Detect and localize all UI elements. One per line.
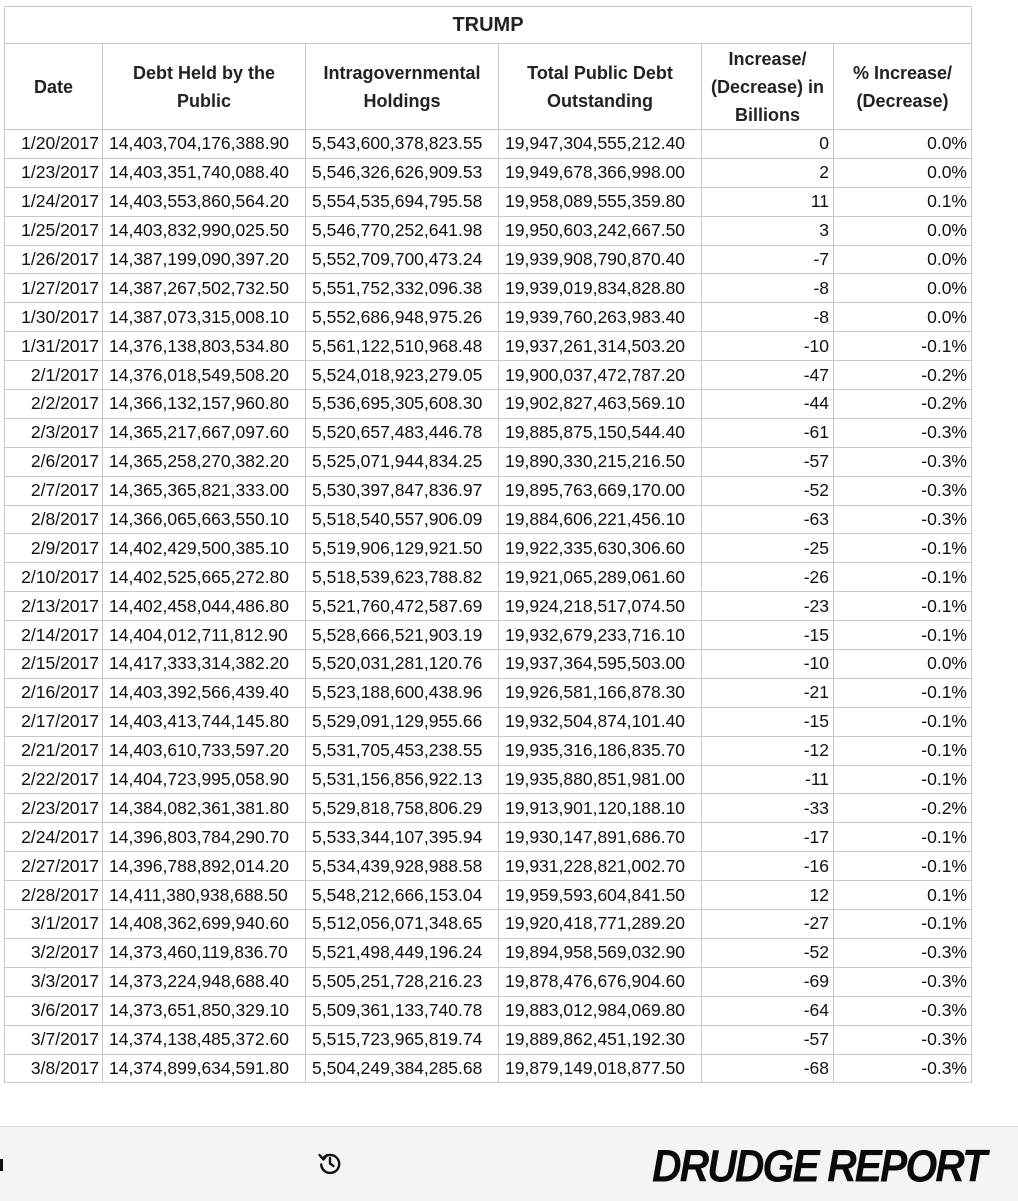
- increase-cell: 11: [702, 187, 834, 216]
- percent-cell: -0.1%: [834, 332, 972, 361]
- column-header-intragovernmental-holdings: Intragovernmental Holdings: [306, 44, 499, 130]
- intragov-cell: 5,528,666,521,903.19: [306, 621, 499, 650]
- total-debt-cell: 19,920,418,771,289.20: [499, 910, 702, 939]
- column-header-percent-increase: % Increase/ (Decrease): [834, 44, 972, 130]
- intragov-cell: 5,561,122,510,968.48: [306, 332, 499, 361]
- total-debt-cell: 19,939,908,790,870.40: [499, 245, 702, 274]
- increase-cell: -52: [702, 476, 834, 505]
- increase-cell: -23: [702, 592, 834, 621]
- percent-cell: 0.0%: [834, 130, 972, 159]
- increase-cell: -44: [702, 390, 834, 419]
- total-debt-cell: 19,885,875,150,544.40: [499, 418, 702, 447]
- drudge-report-logo[interactable]: DRUDGE REPORT: [652, 1141, 986, 1192]
- debt-public-cell: 14,387,199,090,397.20: [103, 245, 306, 274]
- intragov-cell: 5,552,709,700,473.24: [306, 245, 499, 274]
- total-debt-cell: 19,937,261,314,503.20: [499, 332, 702, 361]
- percent-cell: -0.3%: [834, 996, 972, 1025]
- percent-cell: -0.2%: [834, 794, 972, 823]
- debt-public-cell: 14,403,392,566,439.40: [103, 678, 306, 707]
- table-row: [5, 563, 972, 592]
- percent-cell: -0.1%: [834, 534, 972, 563]
- total-debt-cell: 19,900,037,472,787.20: [499, 361, 702, 390]
- percent-cell: -0.1%: [834, 852, 972, 881]
- total-debt-cell: 19,950,603,242,667.50: [499, 216, 702, 245]
- table-row: [5, 303, 972, 332]
- debt-public-cell: 14,404,012,711,812.90: [103, 621, 306, 650]
- total-debt-cell: 19,890,330,215,216.50: [499, 447, 702, 476]
- increase-cell: -63: [702, 505, 834, 534]
- debt-public-cell: 14,411,380,938,688.50: [103, 881, 306, 910]
- date-cell: 2/7/2017: [5, 476, 103, 505]
- date-cell: 2/17/2017: [5, 707, 103, 736]
- increase-cell: -8: [702, 274, 834, 303]
- intragov-cell: 5,523,188,600,438.96: [306, 678, 499, 707]
- total-debt-cell: 19,930,147,891,686.70: [499, 823, 702, 852]
- date-cell: 2/2/2017: [5, 390, 103, 419]
- column-header-date: Date: [5, 44, 103, 130]
- table-row: [5, 881, 972, 910]
- debt-public-cell: 14,365,365,821,333.00: [103, 476, 306, 505]
- debt-public-cell: 14,403,610,733,597.20: [103, 736, 306, 765]
- increase-cell: -27: [702, 910, 834, 939]
- increase-cell: -15: [702, 621, 834, 650]
- increase-cell: -7: [702, 245, 834, 274]
- intragov-cell: 5,554,535,694,795.58: [306, 187, 499, 216]
- intragov-cell: 5,531,705,453,238.55: [306, 736, 499, 765]
- increase-cell: -16: [702, 852, 834, 881]
- debt-public-cell: 14,403,351,740,088.40: [103, 158, 306, 187]
- table-row: [5, 794, 972, 823]
- intragov-cell: 5,525,071,944,834.25: [306, 447, 499, 476]
- table-row: [5, 332, 972, 361]
- percent-cell: -0.3%: [834, 476, 972, 505]
- column-header-debt-held-by-public: Debt Held by the Public: [103, 44, 306, 130]
- table-row: [5, 592, 972, 621]
- date-cell: 2/16/2017: [5, 678, 103, 707]
- intragov-cell: 5,551,752,332,096.38: [306, 274, 499, 303]
- total-debt-cell: 19,895,763,669,170.00: [499, 476, 702, 505]
- total-debt-cell: 19,902,827,463,569.10: [499, 390, 702, 419]
- increase-cell: 3: [702, 216, 834, 245]
- date-cell: 1/25/2017: [5, 216, 103, 245]
- total-debt-cell: 19,947,304,555,212.40: [499, 130, 702, 159]
- date-cell: 2/23/2017: [5, 794, 103, 823]
- total-debt-cell: 19,921,065,289,061.60: [499, 563, 702, 592]
- table-row: [5, 650, 972, 679]
- date-cell: 3/2/2017: [5, 938, 103, 967]
- percent-cell: -0.1%: [834, 621, 972, 650]
- table-row: [5, 274, 972, 303]
- date-cell: 1/27/2017: [5, 274, 103, 303]
- intragov-cell: 5,530,397,847,836.97: [306, 476, 499, 505]
- intragov-cell: 5,543,600,378,823.55: [306, 130, 499, 159]
- increase-cell: -64: [702, 996, 834, 1025]
- column-header-total-public-debt: Total Public Debt Outstanding: [499, 44, 702, 130]
- table-row: [5, 736, 972, 765]
- increase-cell: -57: [702, 1025, 834, 1054]
- increase-cell: -69: [702, 967, 834, 996]
- increase-cell: -25: [702, 534, 834, 563]
- total-debt-cell: 19,879,149,018,877.50: [499, 1054, 702, 1083]
- table-row: [5, 216, 972, 245]
- table-row: [5, 245, 972, 274]
- percent-cell: 0.0%: [834, 274, 972, 303]
- intragov-cell: 5,515,723,965,819.74: [306, 1025, 499, 1054]
- total-debt-cell: 19,889,862,451,192.30: [499, 1025, 702, 1054]
- percent-cell: -0.2%: [834, 390, 972, 419]
- debt-public-cell: 14,374,899,634,591.80: [103, 1054, 306, 1083]
- table-row: [5, 418, 972, 447]
- table-row: [5, 505, 972, 534]
- intragov-cell: 5,509,361,133,740.78: [306, 996, 499, 1025]
- table-title: TRUMP: [5, 7, 972, 44]
- percent-cell: -0.3%: [834, 418, 972, 447]
- date-cell: 2/24/2017: [5, 823, 103, 852]
- intragov-cell: 5,533,344,107,395.94: [306, 823, 499, 852]
- increase-cell: -33: [702, 794, 834, 823]
- intragov-cell: 5,521,760,472,587.69: [306, 592, 499, 621]
- percent-cell: -0.1%: [834, 707, 972, 736]
- debt-public-cell: 14,403,832,990,025.50: [103, 216, 306, 245]
- total-debt-cell: 19,931,228,821,002.70: [499, 852, 702, 881]
- intragov-cell: 5,524,018,923,279.05: [306, 361, 499, 390]
- percent-cell: 0.0%: [834, 158, 972, 187]
- debt-public-cell: 14,403,704,176,388.90: [103, 130, 306, 159]
- total-debt-cell: 19,958,089,555,359.80: [499, 187, 702, 216]
- total-debt-cell: 19,932,679,233,716.10: [499, 621, 702, 650]
- table-row: [5, 534, 972, 563]
- date-cell: 2/13/2017: [5, 592, 103, 621]
- percent-cell: -0.3%: [834, 938, 972, 967]
- date-cell: 2/14/2017: [5, 621, 103, 650]
- date-cell: 2/1/2017: [5, 361, 103, 390]
- debt-public-cell: 14,376,138,803,534.80: [103, 332, 306, 361]
- table-row: [5, 390, 972, 419]
- percent-cell: -0.3%: [834, 1054, 972, 1083]
- increase-cell: -68: [702, 1054, 834, 1083]
- date-cell: 1/24/2017: [5, 187, 103, 216]
- date-cell: 3/1/2017: [5, 910, 103, 939]
- total-debt-cell: 19,883,012,984,069.80: [499, 996, 702, 1025]
- increase-cell: 0: [702, 130, 834, 159]
- increase-cell: -26: [702, 563, 834, 592]
- debt-public-cell: 14,402,458,044,486.80: [103, 592, 306, 621]
- total-debt-cell: 19,878,476,676,904.60: [499, 967, 702, 996]
- debt-public-cell: 14,408,362,699,940.60: [103, 910, 306, 939]
- increase-cell: 12: [702, 881, 834, 910]
- total-debt-cell: 19,932,504,874,101.40: [499, 707, 702, 736]
- table-row: [5, 621, 972, 650]
- date-cell: 1/31/2017: [5, 332, 103, 361]
- debt-public-cell: 14,366,065,663,550.10: [103, 505, 306, 534]
- date-cell: 2/3/2017: [5, 418, 103, 447]
- total-debt-cell: 19,949,678,366,998.00: [499, 158, 702, 187]
- total-debt-cell: 19,894,958,569,032.90: [499, 938, 702, 967]
- increase-cell: -12: [702, 736, 834, 765]
- table-row: [5, 765, 972, 794]
- refresh-icon: [316, 1149, 344, 1182]
- date-cell: 2/6/2017: [5, 447, 103, 476]
- increase-cell: -61: [702, 418, 834, 447]
- percent-cell: -0.3%: [834, 505, 972, 534]
- table-row: [5, 852, 972, 881]
- debt-table: [4, 6, 972, 1083]
- column-header-increase-billions: Increase/ (Decrease) in Billions: [702, 44, 834, 130]
- percent-cell: 0.1%: [834, 187, 972, 216]
- debt-public-cell: 14,403,413,744,145.80: [103, 707, 306, 736]
- date-cell: 3/3/2017: [5, 967, 103, 996]
- table-row: [5, 476, 972, 505]
- total-debt-cell: 19,913,901,120,188.10: [499, 794, 702, 823]
- percent-cell: -0.1%: [834, 736, 972, 765]
- total-debt-cell: 19,935,880,851,981.00: [499, 765, 702, 794]
- intragov-cell: 5,519,906,129,921.50: [306, 534, 499, 563]
- bottom-toolbar: [0, 1126, 1018, 1201]
- percent-cell: 0.0%: [834, 650, 972, 679]
- table-row: [5, 823, 972, 852]
- debt-public-cell: 14,396,803,784,290.70: [103, 823, 306, 852]
- intragov-cell: 5,529,818,758,806.29: [306, 794, 499, 823]
- date-cell: 2/10/2017: [5, 563, 103, 592]
- date-cell: 2/15/2017: [5, 650, 103, 679]
- total-debt-cell: 19,935,316,186,835.70: [499, 736, 702, 765]
- percent-cell: -0.1%: [834, 678, 972, 707]
- increase-cell: -11: [702, 765, 834, 794]
- date-cell: 2/21/2017: [5, 736, 103, 765]
- increase-cell: -8: [702, 303, 834, 332]
- debt-public-cell: 14,373,651,850,329.10: [103, 996, 306, 1025]
- increase-cell: -21: [702, 678, 834, 707]
- percent-cell: -0.3%: [834, 967, 972, 996]
- percent-cell: -0.1%: [834, 765, 972, 794]
- debt-public-cell: 14,402,429,500,385.10: [103, 534, 306, 563]
- increase-cell: -57: [702, 447, 834, 476]
- intragov-cell: 5,521,498,449,196.24: [306, 938, 499, 967]
- table-row: [5, 1054, 972, 1083]
- date-cell: 2/27/2017: [5, 852, 103, 881]
- table-row: [5, 967, 972, 996]
- total-debt-cell: 19,939,019,834,828.80: [499, 274, 702, 303]
- total-debt-cell: 19,939,760,263,983.40: [499, 303, 702, 332]
- intragov-cell: 5,518,540,557,906.09: [306, 505, 499, 534]
- percent-cell: -0.3%: [834, 447, 972, 476]
- debt-public-cell: 14,396,788,892,014.20: [103, 852, 306, 881]
- intragov-cell: 5,536,695,305,608.30: [306, 390, 499, 419]
- table-row: [5, 938, 972, 967]
- debt-public-cell: 14,387,267,502,732.50: [103, 274, 306, 303]
- intragov-cell: 5,552,686,948,975.26: [306, 303, 499, 332]
- percent-cell: -0.3%: [834, 1025, 972, 1054]
- debt-public-cell: 14,366,132,157,960.80: [103, 390, 306, 419]
- table-row: [5, 678, 972, 707]
- debt-public-cell: 14,374,138,485,372.60: [103, 1025, 306, 1054]
- date-cell: 3/6/2017: [5, 996, 103, 1025]
- debt-public-cell: 14,373,460,119,836.70: [103, 938, 306, 967]
- percent-cell: -0.1%: [834, 910, 972, 939]
- date-cell: 3/7/2017: [5, 1025, 103, 1054]
- intragov-cell: 5,531,156,856,922.13: [306, 765, 499, 794]
- percent-cell: 0.0%: [834, 216, 972, 245]
- debt-public-cell: 14,417,333,314,382.20: [103, 650, 306, 679]
- increase-cell: -15: [702, 707, 834, 736]
- increase-cell: -10: [702, 332, 834, 361]
- debt-public-cell: 14,387,073,315,008.10: [103, 303, 306, 332]
- increase-cell: -52: [702, 938, 834, 967]
- table-row: [5, 707, 972, 736]
- total-debt-cell: 19,924,218,517,074.50: [499, 592, 702, 621]
- date-cell: 1/30/2017: [5, 303, 103, 332]
- increase-cell: -10: [702, 650, 834, 679]
- date-cell: 1/23/2017: [5, 158, 103, 187]
- table-row: [5, 187, 972, 216]
- date-cell: 2/8/2017: [5, 505, 103, 534]
- total-debt-cell: 19,959,593,604,841.50: [499, 881, 702, 910]
- increase-cell: 2: [702, 158, 834, 187]
- total-debt-cell: 19,884,606,221,456.10: [499, 505, 702, 534]
- date-cell: 2/28/2017: [5, 881, 103, 910]
- intragov-cell: 5,546,770,252,641.98: [306, 216, 499, 245]
- total-debt-cell: 19,937,364,595,503.00: [499, 650, 702, 679]
- date-cell: 2/22/2017: [5, 765, 103, 794]
- date-cell: 1/20/2017: [5, 130, 103, 159]
- date-cell: 1/26/2017: [5, 245, 103, 274]
- percent-cell: 0.0%: [834, 245, 972, 274]
- intragov-cell: 5,520,031,281,120.76: [306, 650, 499, 679]
- percent-cell: -0.1%: [834, 823, 972, 852]
- table-row: [5, 996, 972, 1025]
- table-body: [5, 130, 972, 1083]
- table-row: [5, 447, 972, 476]
- debt-public-cell: 14,402,525,665,272.80: [103, 563, 306, 592]
- debt-public-cell: 14,404,723,995,058.90: [103, 765, 306, 794]
- percent-cell: -0.1%: [834, 592, 972, 621]
- date-cell: 2/9/2017: [5, 534, 103, 563]
- debt-public-cell: 14,384,082,361,381.80: [103, 794, 306, 823]
- edge-marker: [0, 1159, 3, 1171]
- table-row: [5, 361, 972, 390]
- percent-cell: -0.1%: [834, 563, 972, 592]
- table-row: [5, 158, 972, 187]
- debt-public-cell: 14,365,217,667,097.60: [103, 418, 306, 447]
- percent-cell: 0.1%: [834, 881, 972, 910]
- intragov-cell: 5,546,326,626,909.53: [306, 158, 499, 187]
- total-debt-cell: 19,926,581,166,878.30: [499, 678, 702, 707]
- intragov-cell: 5,518,539,623,788.82: [306, 563, 499, 592]
- intragov-cell: 5,534,439,928,988.58: [306, 852, 499, 881]
- debt-public-cell: 14,376,018,549,508.20: [103, 361, 306, 390]
- table-row: [5, 910, 972, 939]
- intragov-cell: 5,505,251,728,216.23: [306, 967, 499, 996]
- intragov-cell: 5,529,091,129,955.66: [306, 707, 499, 736]
- intragov-cell: 5,548,212,666,153.04: [306, 881, 499, 910]
- increase-cell: -17: [702, 823, 834, 852]
- total-debt-cell: 19,922,335,630,306.60: [499, 534, 702, 563]
- percent-cell: 0.0%: [834, 303, 972, 332]
- intragov-cell: 5,512,056,071,348.65: [306, 910, 499, 939]
- debt-public-cell: 14,403,553,860,564.20: [103, 187, 306, 216]
- table-row: [5, 130, 972, 159]
- percent-cell: -0.2%: [834, 361, 972, 390]
- intragov-cell: 5,520,657,483,446.78: [306, 418, 499, 447]
- date-cell: 3/8/2017: [5, 1054, 103, 1083]
- debt-public-cell: 14,365,258,270,382.20: [103, 447, 306, 476]
- increase-cell: -47: [702, 361, 834, 390]
- table-row: [5, 1025, 972, 1054]
- refresh-button[interactable]: [314, 1149, 346, 1181]
- intragov-cell: 5,504,249,384,285.68: [306, 1054, 499, 1083]
- debt-public-cell: 14,373,224,948,688.40: [103, 967, 306, 996]
